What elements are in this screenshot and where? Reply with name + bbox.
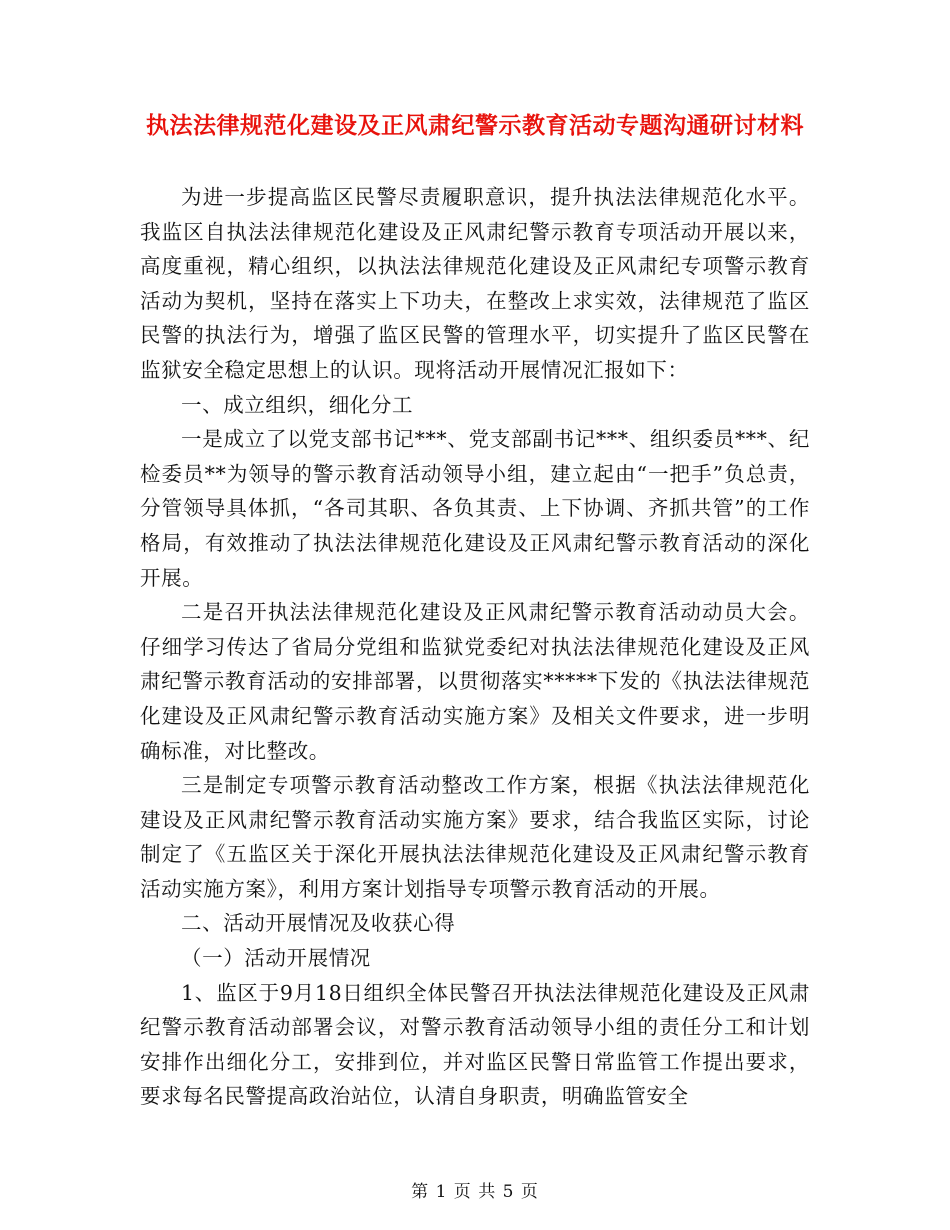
page-footer: 第 1 页 共 5 页 (411, 1182, 539, 1202)
paragraph-item-3: 三是制定专项警示教育活动整改工作方案，根据《执法法律规范化建设及正风肃纪警示教育活动实施方案》要求，结合我监区实际，讨论制定了《五监区关于深化开展执法法律规范化建设及正风肃纪警示教育活动实施方案》，利用方案计划指导专项警示教育活动的开展。 (140, 773, 810, 901)
subsection-heading-1: （一）活动开展情况 (181, 946, 371, 971)
paragraph-activity-1: 1、监区于9月18日组织全体民警召开执法法律规范化建设及正风肃纪警示教育活动部署会议，对警示教育活动领导小组的责任分工和计划安排作出细化分工，安排到位，并对监区民警日常监管工作提出要求，要求每名民警提高政治站位，认清自身职责，明确监管安全 (140, 980, 810, 1109)
paragraph-item-2: 二是召开执法法律规范化建设及正风肃纪警示教育活动动员大会。仔细学习传达了省局分党组和监狱党委纪对执法法律规范化建设及正风肃纪警示教育活动的安排部署，以贯彻落实*****下发的《执法法律规范化建设及正风肃纪警示教育活动实施方案》及相关文件要求，进一步明确标准，对比整改。 (140, 600, 810, 763)
section-heading-1: 一、成立组织，细化分工 (181, 392, 414, 417)
document-body (140, 180, 810, 1114)
document-title: 执法法律规范化建设及正风肃纪警示教育活动专题沟通研讨材料 (146, 112, 804, 139)
paragraph-intro: 为进一步提高监区民警尽责履职意识，提升执法法律规范化水平。我监区自执法法律规范化建设及正风肃纪警示教育专项活动开展以来，高度重视，精心组织，以执法法律规范化建设及正风肃纪专项警示教育活动为契机，坚持在落实上下功夫，在整改上求实效，法律规范了监区民警的执法行为，增强了监区民警的管理水平，切实提升了监区民警在监狱安全稳定思想上的认识。现将活动开展情况汇报如下： (140, 185, 810, 382)
paragraph-item-1: 一是成立了以党支部书记***、党支部副书记***、组织委员***、纪检委员**为领导的警示教育活动领导小组，建立起由“一把手”负总责，分管领导具体抓，“各司其职、各负其责、上下协调、齐抓共管”的工作格局，有效推动了执法法律规范化建设及正风肃纪警示教育活动的深化开展。 (140, 427, 810, 590)
section-heading-2: 二、活动开展情况及收获心得 (181, 911, 456, 936)
